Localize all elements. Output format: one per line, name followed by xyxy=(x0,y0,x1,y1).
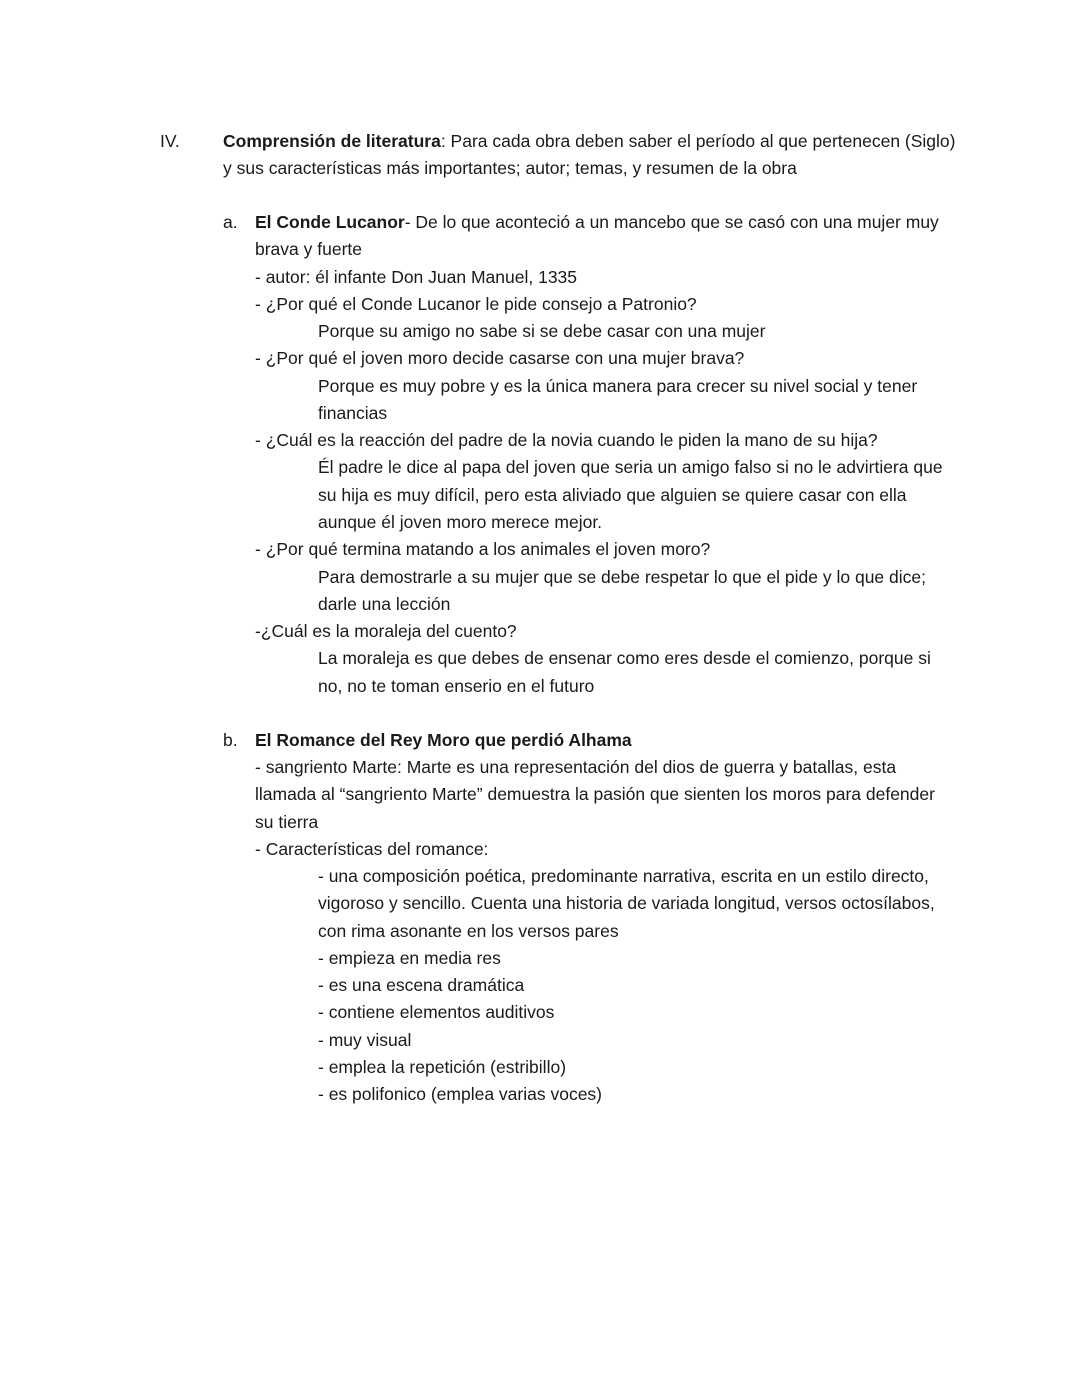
section-heading-rest: : Para cada obra deben saber el período al que pertenecen (Siglo) xyxy=(440,131,956,151)
item-a-line: financias xyxy=(318,403,388,423)
item-a-line: su hija es muy difícil, pero esta aliviado que alguien se quiere casar con ella xyxy=(318,485,907,505)
section-heading xyxy=(223,128,955,155)
item-b-line: - es polifonico (emplea varias voces) xyxy=(318,1084,603,1104)
item-b-line: - Características del romance: xyxy=(255,839,489,859)
item-b-title: El Romance del Rey Moro que perdió Alhama xyxy=(255,730,632,750)
item-a-line: Porque su amigo no sabe si se debe casar con una mujer xyxy=(318,321,766,341)
item-a-title-line2: brava y fuerte xyxy=(255,239,362,259)
item-b-line: - contiene elementos auditivos xyxy=(318,1002,555,1022)
item-a-line: Él padre le dice al papa del joven que seria un amigo falso si no le advirtiera que xyxy=(318,457,943,477)
section-heading-bold: Comprensión de literatura xyxy=(223,131,441,151)
item-b-line: - empieza en media res xyxy=(318,948,501,968)
section-heading-line2: y sus características más importantes; autor; temas, y resumen de la obra xyxy=(223,158,797,178)
item-b-marker: b. xyxy=(223,730,238,750)
item-a-line: - autor: él infante Don Juan Manuel, 1335 xyxy=(255,267,578,287)
item-b-line: - emplea la repetición (estribillo) xyxy=(318,1057,567,1077)
item-a-title: El Conde Lucanor xyxy=(255,212,405,232)
item-a-title-line xyxy=(255,209,939,236)
item-a-title-rest: - De lo que aconteció a un mancebo que se casó con una mujer muy xyxy=(404,212,939,232)
item-a-line: - ¿Cuál es la reacción del padre de la novia cuando le piden la mano de su hija? xyxy=(255,430,878,450)
item-b-line: - muy visual xyxy=(318,1030,412,1050)
item-a-line: -¿Cuál es la moraleja del cuento? xyxy=(255,621,517,641)
item-a-line: - ¿Por qué termina matando a los animales el joven moro? xyxy=(255,539,711,559)
item-a-line: aunque él joven moro merece mejor. xyxy=(318,512,603,532)
item-b-line: llamada al “sangriento Marte” demuestra la pasión que sienten los moros para defender xyxy=(255,784,935,804)
item-a-line: darle una lección xyxy=(318,594,451,614)
item-b-line: su tierra xyxy=(255,812,319,832)
item-b-line: - una composición poética, predominante narrativa, escrita en un estilo directo, xyxy=(318,866,929,886)
item-a-line: Porque es muy pobre y es la única manera para crecer su nivel social y tener xyxy=(318,376,918,396)
item-a-line: Para demostrarle a su mujer que se debe respetar lo que el pide y lo que dice; xyxy=(318,567,926,587)
item-a-line: no, no te toman enserio en el futuro xyxy=(318,676,595,696)
item-b-line: con rima asonante en los versos pares xyxy=(318,921,619,941)
item-a-marker: a. xyxy=(223,212,238,232)
item-a-line: - ¿Por qué el Conde Lucanor le pide consejo a Patronio? xyxy=(255,294,697,314)
item-a-line: - ¿Por qué el joven moro decide casarse con una mujer brava? xyxy=(255,348,745,368)
item-b-line: - sangriento Marte: Marte es una representación del dios de guerra y batallas, esta xyxy=(255,757,897,777)
item-b-line: vigoroso y sencillo. Cuenta una historia de variada longitud, versos octosílabos, xyxy=(318,893,935,913)
item-b-line: - es una escena dramática xyxy=(318,975,525,995)
item-a-line: La moraleja es que debes de ensenar como eres desde el comienzo, porque si xyxy=(318,648,931,668)
section-numeral: IV. xyxy=(160,131,180,151)
